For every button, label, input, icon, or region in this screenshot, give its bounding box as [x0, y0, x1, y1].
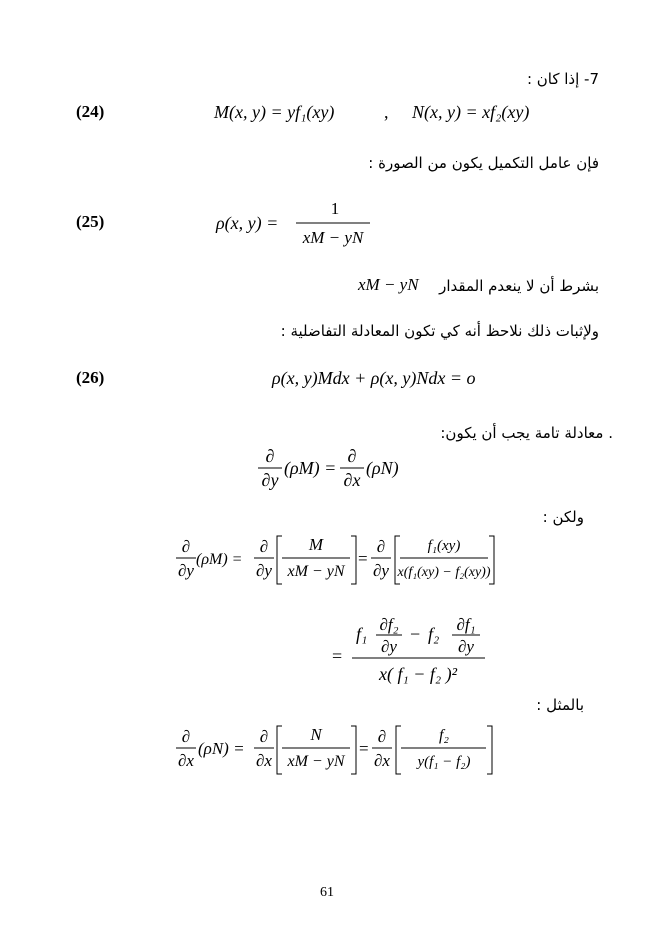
dM-partial-dy-3: ∂y — [373, 561, 389, 580]
eq25-denominator: xM − yN — [302, 228, 364, 247]
simplified-equation — [330, 606, 500, 688]
dN-partial-dx: ∂x — [178, 751, 194, 770]
equation-24-M: M(x, y) = yf₁(xy) — [214, 102, 335, 122]
derivative-rhoN-equation — [168, 720, 508, 782]
dM-right-bracket-1 — [351, 536, 356, 584]
dM-num-2: f₁(xy) — [427, 538, 461, 554]
exact-partial-dy: ∂y — [261, 470, 279, 490]
dM-lhs: (ρM) = — [196, 551, 243, 568]
dN-partial-dx-3: ∂x — [374, 751, 390, 770]
dN-den-1: xM − yN — [287, 753, 345, 770]
exact-rhoM: (ρM) = — [284, 458, 337, 478]
dM-num-1: M — [308, 535, 324, 554]
equation-number-26: (26) — [76, 368, 105, 387]
exact-partial-top-1: ∂ — [265, 446, 275, 466]
dN-right-bracket-2 — [487, 726, 492, 774]
equation-number-24: (24) — [76, 102, 105, 121]
similarly-text: بالمثل : — [536, 696, 584, 714]
equation-25 — [210, 196, 380, 252]
dM-partial-dy: ∂y — [178, 561, 194, 580]
exact-partial-top-2: ∂ — [347, 446, 357, 466]
dM-partial-dy-2: ∂y — [256, 561, 272, 580]
simp-f1: f₁ — [356, 624, 368, 644]
dN-right-bracket-1 — [351, 726, 356, 774]
simp-df2: ∂f₂ — [379, 615, 399, 634]
exactness-condition-text: . معادلة تامة يجب أن يكون: — [440, 424, 613, 442]
equation-number-25: (25) — [76, 212, 105, 231]
simp-dy-1: ∂y — [381, 637, 397, 656]
equation-24-separator: , — [384, 102, 389, 122]
simp-df1: ∂f₁ — [456, 615, 476, 634]
dM-partial-top-3: ∂ — [376, 537, 386, 556]
equation-26: ρ(x, y)Mdx + ρ(x, y)Ndx = o — [272, 368, 476, 388]
item-7-heading: 7- إذا كان : — [526, 70, 599, 88]
dN-num-2: f₂ — [438, 727, 450, 744]
dM-partial-top-2: ∂ — [259, 537, 269, 556]
dM-den-2: x(f₁(xy) − f₂(xy)) — [397, 565, 491, 580]
condition-prefix: بشرط أن لا ينعدم المقدار — [439, 277, 599, 295]
dN-left-bracket-2 — [396, 726, 401, 774]
dN-partial-top-3: ∂ — [377, 727, 387, 746]
exact-rhoN: (ρN) — [366, 458, 399, 478]
dN-partial-top: ∂ — [181, 727, 191, 746]
simp-equals: = — [332, 646, 343, 666]
derivative-rhoM-equation — [168, 530, 508, 592]
condition-expression: xM − yN — [358, 275, 419, 294]
page-number: 61 — [320, 885, 334, 900]
but-text: ولكن : — [542, 508, 584, 526]
dN-left-bracket-1 — [277, 726, 282, 774]
dM-partial-top: ∂ — [181, 537, 191, 556]
eq25-lhs: ρ(x, y) = — [216, 213, 279, 233]
dN-partial-top-2: ∂ — [259, 727, 269, 746]
dM-left-bracket-1 — [277, 536, 282, 584]
dN-den-2: y(f₁ − f₂) — [417, 754, 471, 770]
dN-equals: = — [359, 739, 369, 758]
simp-dy-2: ∂y — [458, 637, 474, 656]
integrating-factor-intro: فإن عامل التكميل يكون من الصورة : — [368, 154, 599, 172]
eq25-numerator: 1 — [330, 199, 340, 218]
proof-intro: ولإثبات ذلك نلاحظ أنه كي تكون المعادلة التفاضلية : — [280, 322, 599, 340]
dM-equals: = — [358, 549, 368, 568]
dN-num-1: N — [310, 725, 322, 744]
dN-lhs: (ρN) = — [198, 739, 245, 758]
simp-minus: − — [410, 624, 421, 644]
dN-partial-dx-2: ∂x — [256, 751, 272, 770]
dM-den-1: xM − yN — [287, 563, 345, 580]
equation-24-N: N(x, y) = xf₂(xy) — [412, 102, 530, 122]
simp-denominator: x( f₁ − f₂ )² — [378, 664, 458, 684]
exactness-equation — [250, 442, 420, 498]
simp-f2: f₂ — [428, 624, 440, 644]
exact-partial-dx: ∂x — [343, 470, 361, 490]
